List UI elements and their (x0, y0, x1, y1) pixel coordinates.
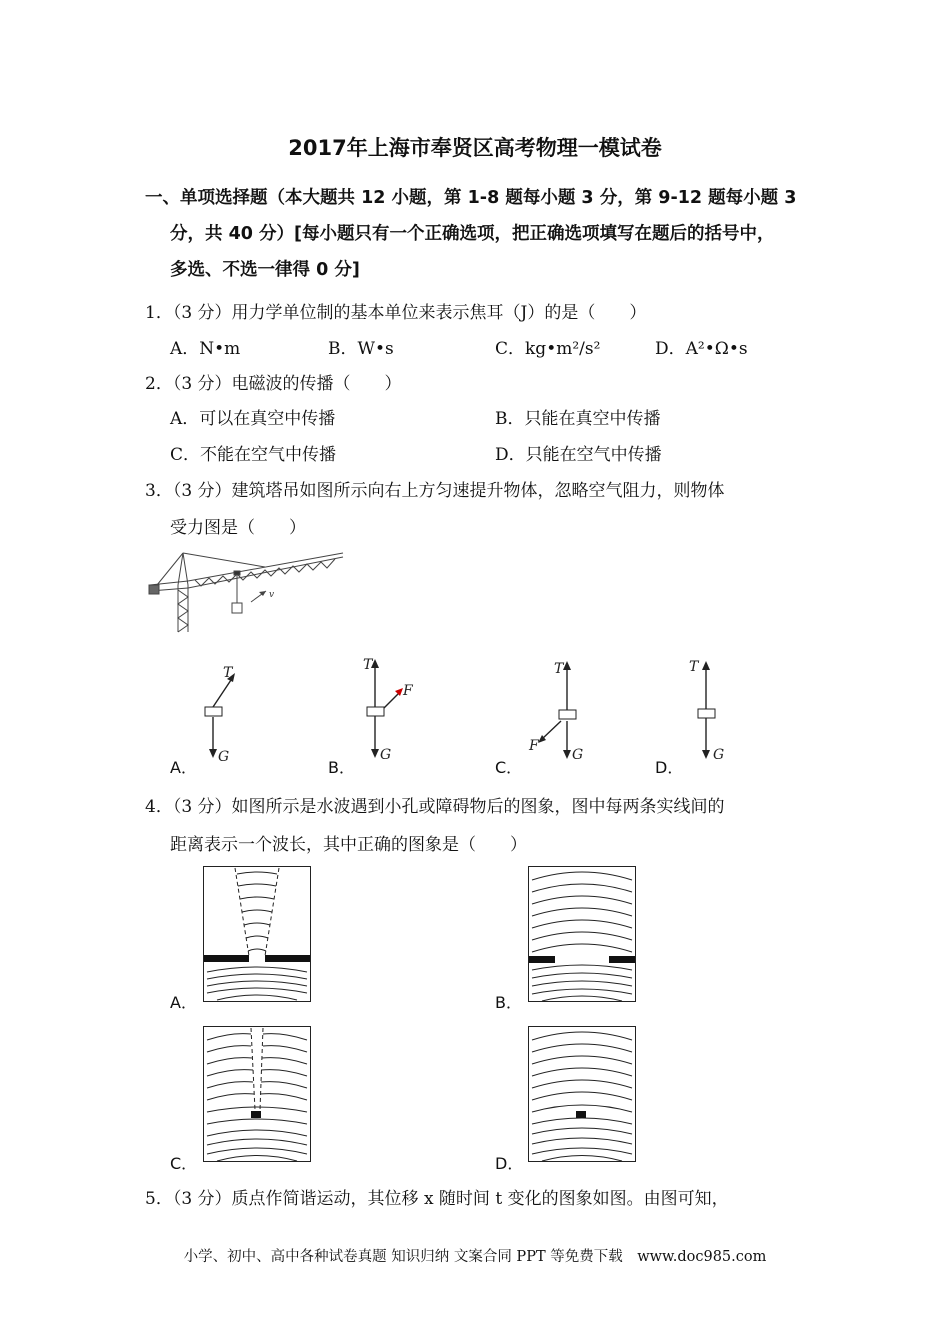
q3b-g-label: G (380, 747, 392, 763)
q3d-t-label: T (689, 659, 699, 675)
q4-label-d: D． (495, 1154, 524, 1173)
q2-option-a: A．可以在真空中传播 (170, 409, 336, 429)
q3c-f-label: F (529, 738, 539, 754)
q1-option-a: A．N•m (170, 339, 241, 359)
q3-stem-line-2: 受力图是（ ） (170, 518, 306, 538)
tower-crane-figure (145, 545, 350, 637)
q2-option-d: D．只能在空气中传播 (495, 445, 662, 465)
section-heading-line-3: 多选、不选一律得 0 分] (170, 260, 360, 280)
q1-option-d: D．A²•Ω•s (655, 339, 748, 359)
q2-option-c: C．不能在空气中传播 (170, 445, 337, 465)
q4-stem-line-1: 4．（3 分）如图所示是水波遇到小孔或障碍物后的图象，图中每两条实线间的 (145, 797, 725, 817)
q4-stem-line-2: 距离表示一个波长，其中正确的图象是（ ） (170, 835, 527, 855)
q3d-g-label: G (713, 747, 725, 763)
page-title: 2017年上海市奉贤区高考物理一模试卷 (288, 136, 662, 160)
q3-diagram-c (525, 655, 595, 765)
section-heading-line-2: 分，共 40 分）[每小题只有一个正确选项，把正确选项填写在题后的括号中， (170, 224, 775, 244)
q3-diagram-d (685, 655, 745, 765)
page-footer: 小学、初中、高中各种试卷真题 知识归纳 文案合同 PPT 等免费下载 www.doc985.com (183, 1249, 767, 1265)
q1-option-c: C．kg•m²/s² (495, 339, 601, 359)
q4-label-b: B． (495, 993, 522, 1012)
q3-label-b: B． (328, 758, 355, 777)
q3-diagram-a (185, 655, 245, 765)
q3-label-c: C． (495, 758, 523, 777)
q1-stem: 1．（3 分）用力学单位制的基本单位来表示焦耳（J）的是（ ） (145, 303, 647, 323)
q3-diagram-b (355, 655, 425, 765)
q3c-t-label: T (554, 661, 564, 677)
q2-stem: 2．（3 分）电磁波的传播（ ） (145, 374, 402, 394)
section-heading (145, 180, 825, 288)
q4-diagram-a (203, 866, 311, 1002)
q5-stem: 5．（3 分）质点作简谐运动，其位移 x 随时间 t 变化的图象如图。由图可知， (145, 1189, 729, 1209)
q1-option-b: B．W•s (328, 339, 394, 359)
q3-label-a: A． (170, 758, 197, 777)
q4-label-c: C． (170, 1154, 198, 1173)
q3a-t-label: T (223, 665, 233, 681)
q4-label-a: A． (170, 993, 197, 1012)
q3c-g-label: G (572, 747, 584, 763)
q3-stem-line-1: 3．（3 分）建筑塔吊如图所示向右上方匀速提升物体，忽略空气阻力，则物体 (145, 481, 725, 501)
q3b-t-label: T (363, 657, 373, 673)
q4-diagram-b (528, 866, 636, 1002)
q3b-f-label: F (403, 683, 413, 699)
q3-label-d: D． (655, 758, 684, 777)
q4-diagram-c (203, 1026, 311, 1162)
q4-diagram-d (528, 1026, 636, 1162)
q2-option-b: B．只能在真空中传播 (495, 409, 661, 429)
q3a-g-label: G (218, 749, 230, 765)
velocity-label: v (269, 590, 275, 600)
section-heading-line-1: 一、单项选择题（本大题共 12 小题，第 1-8 题每小题 3 分，第 9-12 题每小题 3 (145, 188, 797, 208)
